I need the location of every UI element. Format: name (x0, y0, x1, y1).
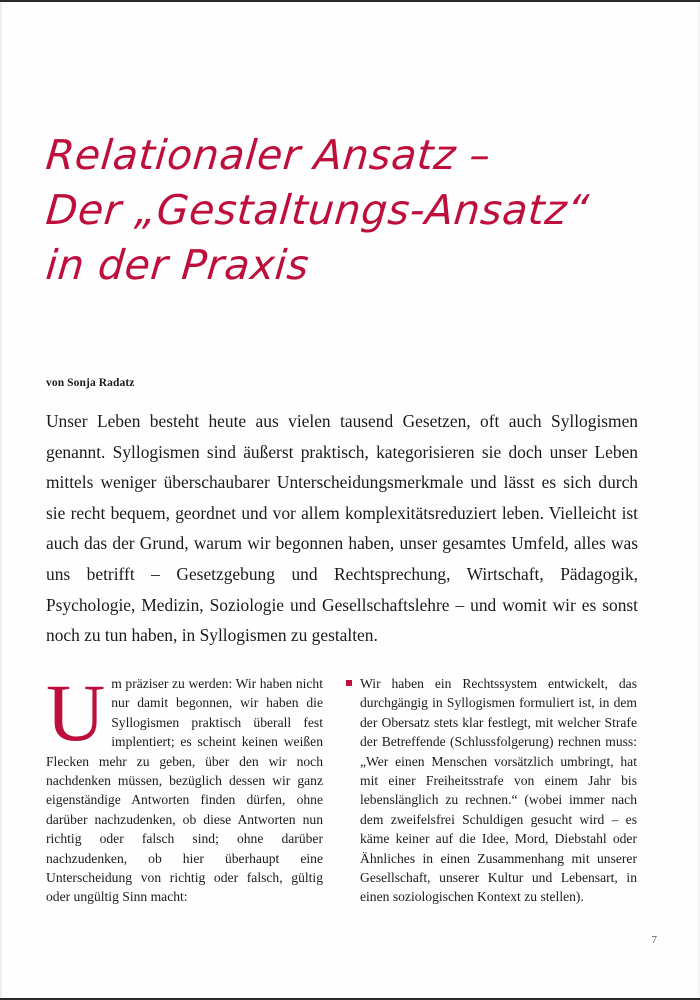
title-line-3: in der Praxis (43, 241, 312, 289)
right-column-text: Wir haben ein Rechtssystem entwickelt, das durchgängig in Syllogismen formuliert ist, in dem der Obersatz stets klar festlegt, mit welcher Strafe der Betreffende (Schlussfolgerung) rechnen muss: „Wer einen Menschen vorsätzlich umbringt, hat mit einer Freiheitsstrafe von einem Jahr bis lebenslänglich zu rechnen.“ (wobei immer nach dem zweifelsfrei Schuldigen gesucht wird – es käme keiner auf die Idee, Mord, Diebstahl oder Ähnliches in einen Zusammenhang mit unserer Gesellschaft, unserer Kultur und Lebensart, in einen soziologischen Kontext zu stellen). (360, 676, 637, 905)
left-column-text: m präziser zu werden: Wir haben nicht nur damit begonnen, wir haben die Syllogismen praktisch überall fest implentiert; es scheint keinen weißen Flecken mehr zu geben, über den wir noch nachdenken müssen, bezüglich dessen wir ganz eigenständige Antworten finden dürfen, ohne darüber nachzudenken, ob diese Antworten nun richtig oder falsch sind; ohne darüber nachzudenken, ob hier überhaupt eine Unterscheidung von richtig oder falsch, gültig oder ungültig Sinn macht: (46, 676, 323, 905)
body-column-right (346, 674, 637, 907)
author-byline: von Sonja Radatz (46, 377, 135, 389)
square-bullet-icon (346, 680, 352, 686)
title-line-1: Relationaler Ansatz – (43, 131, 493, 179)
page-number: 7 (651, 934, 657, 946)
page-title (43, 128, 646, 293)
drop-cap: U (46, 667, 106, 758)
title-line-2: Der „Gestaltungs-Ansatz“ (43, 186, 592, 234)
intro-paragraph: Unser Leben besteht heute aus vielen tausend Gesetzen, oft auch Syllogismen genannt. Syllogismen sind äußerst praktisch, kategorisieren sie doch unser Leben mittels weniger überschaubarer Unterscheidungsmerkmale und lässt es sich durch sie recht bequem, geordnet und vor allem komplexitätsreduziert leben. Vielleicht ist auch das der Grund, warum wir begonnen haben, unser gesamtes Umfeld, alles was uns betrifft – Gesetzgebung und Rechtsprechung, Wirtschaft, Pädagogik, Psychologie, Medizin, Soziologie und Gesellschaftslehre – und womit wir es sonst noch zu tun haben, in Syllogismen zu gestalten. (46, 411, 638, 646)
body-column-left (46, 667, 323, 907)
page-edge-shadow-left (0, 2, 3, 998)
two-column-body (46, 667, 638, 907)
